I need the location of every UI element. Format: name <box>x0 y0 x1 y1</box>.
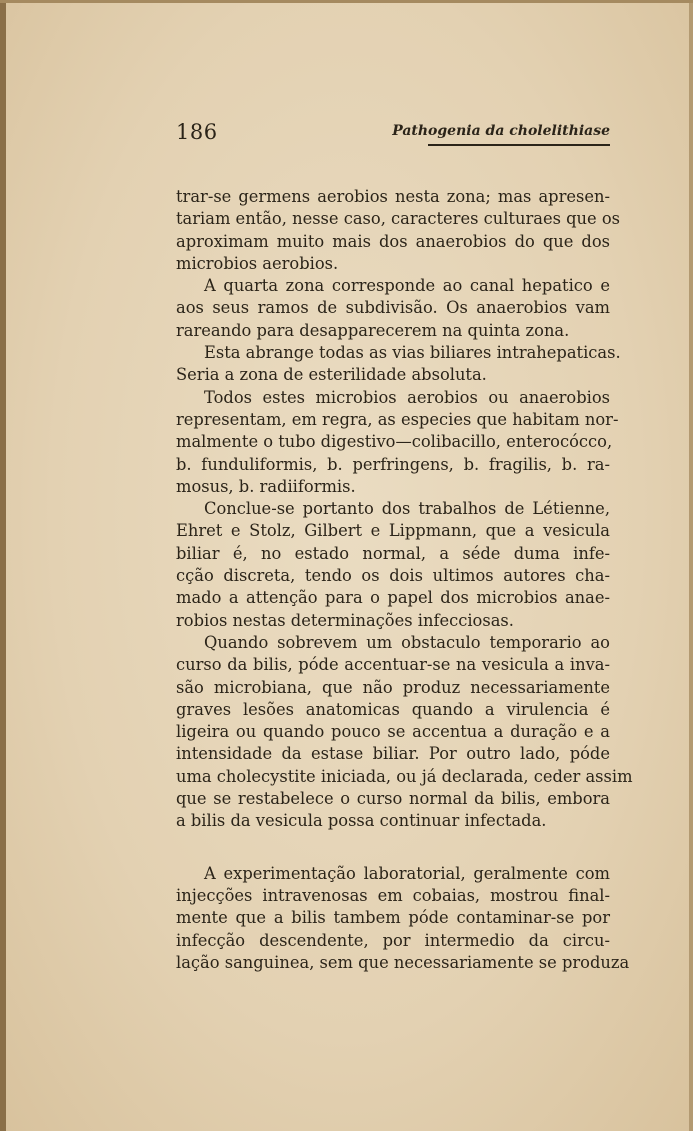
text-line: Esta abrange todas as vias biliares intrahepaticas. <box>204 343 621 363</box>
text-line: biliar é, no estado normal, a séde duma infe- <box>176 543 610 563</box>
text-line: Conclue-se portanto dos trabalhos de Létienne, <box>204 499 610 519</box>
body-text <box>176 186 633 974</box>
page-edge-right <box>689 0 693 1131</box>
text-line: graves lesões anatomicas quando a virulencia é <box>176 699 610 719</box>
paragraph <box>176 498 610 632</box>
text-line: mado a attenção para o papel dos microbios anae- <box>176 588 610 608</box>
text-line: injecções intravenosas em cobaias, mostrou final- <box>176 885 610 905</box>
text-line: Ehret e Stolz, Gilbert e Lippmann, que a vesicula <box>176 521 610 541</box>
text-line: trar-se germens aerobios nesta zona; mas apresen- <box>176 187 610 206</box>
paragraph <box>176 186 620 275</box>
text-line: rareando para desapparecerem na quinta zona. <box>176 320 570 340</box>
text-line: Quando sobrevem um obstaculo temporario ao <box>204 632 610 652</box>
paragraph <box>176 342 621 387</box>
page-header <box>176 118 610 148</box>
paragraph <box>176 275 610 342</box>
text-line: mente que a bilis tambem póde contaminar-se por <box>176 908 610 928</box>
text-line: A quarta zona corresponde ao canal hepatico e <box>204 276 610 296</box>
page-edge-left <box>0 0 6 1131</box>
text-line: cção discreta, tendo os dois ultimos autores cha- <box>176 566 610 586</box>
text-line: curso da bilis, póde accentuar-se na vesicula a inva- <box>176 655 610 675</box>
text-line: Todos estes microbios aerobios ou anaerobios <box>204 387 610 407</box>
paragraph <box>176 387 619 498</box>
text-line: representam, em regra, as especies que habitam nor- <box>176 409 619 429</box>
text-line: b. funduliformis, b. perfringens, b. fragilis, b. ra- <box>176 454 610 474</box>
text-line: uma cholecystite iniciada, ou já declarada, ceder assim <box>176 766 633 786</box>
text-line: a bilis da vesicula possa continuar infectada. <box>176 811 547 831</box>
text-line: A experimentação laboratorial, geralmente com <box>204 863 610 883</box>
text-line: infecção descendente, por intermedio da circu- <box>176 930 610 950</box>
text-line: microbios aerobios. <box>176 253 339 273</box>
text-line: tariam então, nesse caso, caracteres culturaes que os <box>176 209 620 229</box>
text-line: ligeira ou quando pouco se accentua a duração e a <box>176 722 610 742</box>
running-head: Pathogenia da cholelithiase <box>392 123 610 139</box>
section-gap <box>176 833 610 863</box>
paragraph <box>176 632 633 833</box>
text-line: robios nestas determinações infecciosas. <box>176 610 514 630</box>
text-line: aproximam muito mais dos anaerobios do que dos <box>176 231 610 251</box>
text-line: intensidade da estase biliar. Por outro lado, póde <box>176 744 610 764</box>
text-line: mosus, b. radiiformis. <box>176 476 356 496</box>
page-edge-top <box>0 0 693 3</box>
text-line: são microbiana, que não produz necessariamente <box>176 677 610 697</box>
text-line: Seria a zona de esterilidade absoluta. <box>176 365 487 385</box>
text-line: aos seus ramos de subdivisão. Os anaerobios vam <box>176 298 610 318</box>
text-line: que se restabelece o curso normal da bilis, embora <box>176 789 610 809</box>
text-line: malmente o tubo digestivo—colibacillo, enterocócco, <box>176 432 613 452</box>
header-rule <box>428 144 610 146</box>
text-line: lação sanguinea, sem que necessariamente se produza <box>176 952 630 972</box>
page-number: 186 <box>176 120 218 144</box>
paragraph <box>176 863 630 974</box>
